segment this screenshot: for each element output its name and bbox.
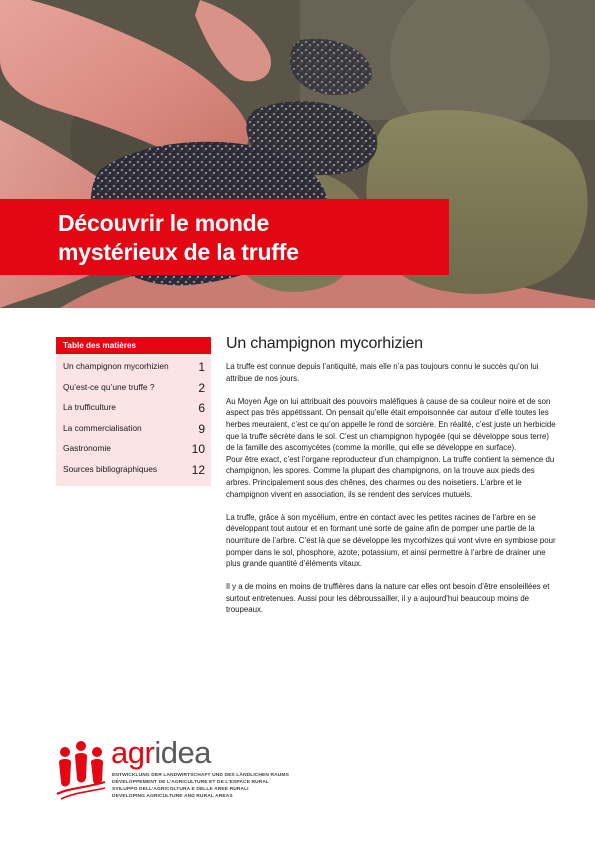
toc-item-page: 12: [191, 462, 205, 477]
logo-tagline-fr: DÉVELOPPEMENT DE L’AGRICULTURE ET DE L’ESPACE RURAL: [112, 780, 270, 785]
toc-item-page: 10: [191, 442, 205, 457]
toc-list: [56, 354, 211, 486]
page-title-line-1: Découvrir le monde: [58, 210, 270, 236]
toc-item[interactable]: [56, 438, 211, 459]
section-heading: Un champignon mycorhizien: [226, 335, 423, 352]
paragraph-4: La truffe, grâce à son mycélium, entre en contact avec les petites racines de l’arbre en se développant tout autour et en formant une sorte de gaine afin de pomper une partie de la nourriture de l’arbre. C’est là que se développe les mycorhizes qui vont vivre en symbiose pour pomper dans le sol, phosphore, azote, potassium, et ainsi permettre à l’arbre de drainer une plus grande quantité d’éléments vitaux.: [226, 512, 556, 569]
paragraph-2: Au Moyen Âge on lui attribuait des pouvoirs maléfiques à cause de sa couleur noire et de son aspect pas très appétissant. On pensait qu’elle était empoisonnée car autour d’elle toutes les herbes meuraient, c’est ce qu’on appelle le rond de sorcière. En réalité, c’est juste un herbicide que la truffe sécrète dans le sol. C’est un champignon hypogée (qui se développe sous terre) de la famille des ascomycètes (comme la morille, qui elle se développe en surface).: [226, 396, 556, 453]
toc-item[interactable]: [56, 377, 211, 398]
toc-item-label: Sources bibliographiques: [63, 463, 158, 474]
agridea-figures-icon: [55, 738, 107, 800]
toc-item-page: 2: [198, 380, 205, 395]
toc-item[interactable]: [56, 356, 211, 377]
page-title-line-2: mystérieux de la truffe: [58, 239, 299, 265]
toc-item-label: La commercialisation: [63, 422, 142, 433]
table-of-contents: [56, 337, 211, 486]
logo-tagline-en: DEVELOPING AGRICULTURE AND RURAL AREAS: [112, 794, 233, 799]
toc-item-page: 9: [198, 421, 205, 436]
toc-item-label: La trufficulture: [63, 402, 116, 413]
toc-item[interactable]: [56, 397, 211, 418]
agridea-logo: [55, 735, 355, 808]
logo-wordmark: agridea: [111, 735, 211, 770]
toc-item[interactable]: [56, 418, 211, 439]
logo-tagline-it: SVILUPPO DELL’AGRICOLTURA E DELLE AREE RURALI: [112, 787, 249, 792]
toc-item-label: Un champignon mycorhizien: [63, 361, 169, 371]
toc-item-label: Qu’est-ce qu’une truffe ?: [63, 381, 155, 392]
toc-item-page: 6: [198, 401, 205, 416]
article-body: [226, 361, 556, 628]
logo-tagline-de: ENTWICKLUNG DER LANDWIRTSCHAFT UND DES LÄNDLICHEN RAUMS: [112, 773, 289, 778]
logo-tagline: [112, 772, 289, 800]
paragraph-3: Pour être exact, c’est l’organe reproducteur d’un champignon. La truffe contient la semence du champignon, les spores. Comme la plupart des champignons, on la trouve aux pieds des arbres. Principalement sous des chênes, des charmes ou des noisetiers. L’arbre et le champignon vivent en association, ils se rendent des services mutuels.: [226, 454, 555, 499]
page-title: [58, 209, 438, 267]
toc-item-page: 1: [198, 360, 205, 374]
toc-heading: Table des matières: [56, 337, 211, 354]
toc-item-label: Gastronomie: [63, 443, 111, 454]
paragraph-5: Il y a de moins en moins de truffières dans la nature car elles ont besoin d’être ensoleillées et surtout entretenues. Aussi pour les débroussailler, il y a aujourd’hui beaucoup moins de troupeaux.: [226, 582, 550, 615]
paragraph-1: La truffe est connue depuis l’antiquité, mais elle n’a pas toujours connu le succès qu’on lui attribue de nos jours.: [226, 362, 539, 383]
toc-item[interactable]: [56, 459, 211, 480]
